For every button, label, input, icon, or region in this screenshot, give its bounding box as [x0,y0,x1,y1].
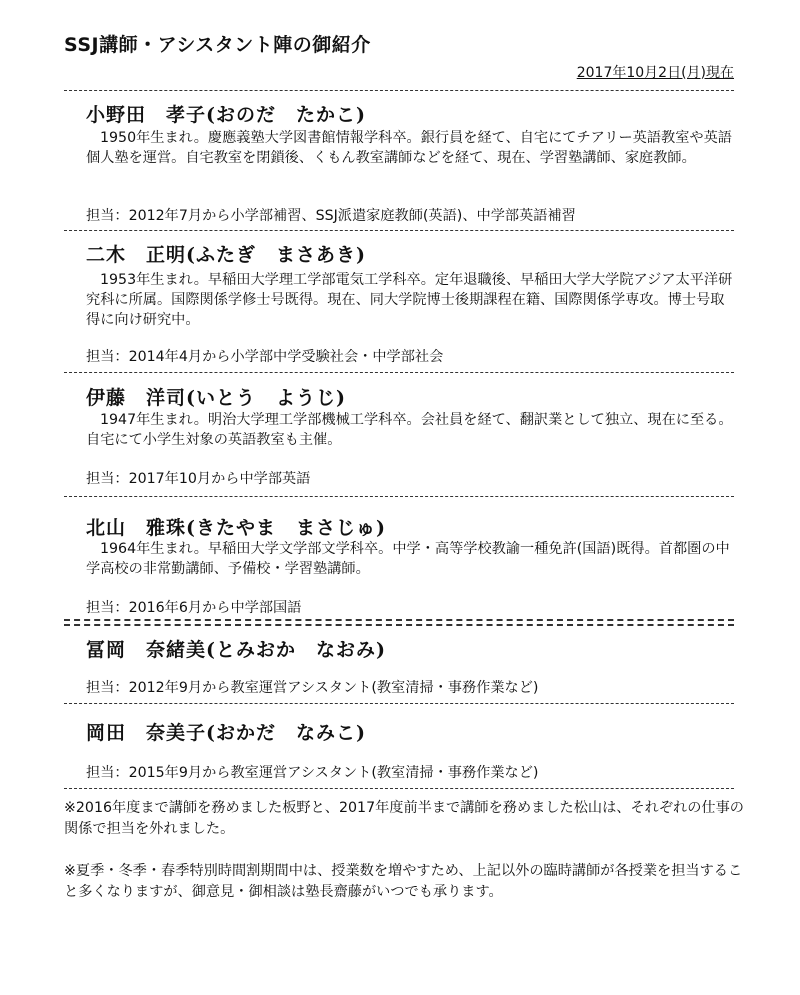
staff-duty: 担当：2014年4月から小学部中学受験社会・中学部社会 [86,349,444,365]
staff-name: 伊藤 洋司(いとう ようじ) [86,387,346,409]
staff-name: 小野田 孝子(おのだ たかこ) [86,104,366,126]
divider [64,496,734,497]
double-divider [64,619,734,626]
divider [64,372,734,373]
note: ※2016年度まで講師を務めました板野と、2017年度前半まで講師を務めました松山は、それぞれの仕事の関係で担当を外れました。 [64,800,744,837]
assistant-duty: 担当：2015年9月から教室運営アシスタント(教室清掃・事務作業など) [86,765,539,781]
staff-duty: 担当：2017年10月から中学部英語 [86,471,311,487]
page-title: SSJ講師・アシスタント陣の御紹介 [64,34,371,56]
divider [64,90,734,91]
staff-bio: 1950年生まれ。慶應義塾大学図書館情報学科卒。銀行員を経て、自宅にてチアリー英語教室や英語個人塾を運営。自宅教室を閉鎖後、くもん教室講師などを経て、現在、学習塾講師、家庭教師。 [86,130,732,166]
as-of-date: 2017年10月2日(月)現在 [576,65,734,81]
staff-bio: 1953年生まれ。早稲田大学理工学部電気工学科卒。定年退職後、早稲田大学大学院アジア太平洋研究科に所属。国際関係学修士号既得。現在、同大学院博士後期課程在籍、国際関係学専攻。博士号取得に向け研究中。 [86,272,733,328]
divider [64,788,734,789]
assistant-duty: 担当：2012年9月から教室運営アシスタント(教室清掃・事務作業など) [86,680,539,696]
divider [64,703,734,704]
staff-duty: 担当：2016年6月から中学部国語 [86,600,302,616]
staff-name: 北山 雅珠(きたやま まさじゅ) [86,517,386,539]
assistant-name: 岡田 奈美子(おかだ なみこ) [86,722,366,744]
note: ※夏季・冬季・春季特別時間割期間中は、授業数を増やすため、上記以外の臨時講師が各授業を担当すること多くなりますが、御意見・御相談は塾長齋藤がいつでも承ります。 [64,863,743,900]
staff-bio: 1947年生まれ。明治大学理工学部機械工学科卒。会社員を経て、翻訳業として独立、現在に至る。自宅にて小学生対象の英語教室も主催。 [86,412,733,448]
staff-name: 二木 正明(ふたぎ まさあき) [86,244,366,266]
staff-duty: 担当：2012年7月から小学部補習、SSJ派遣家庭教師(英語)、中学部英語補習 [86,208,576,224]
staff-bio: 1964年生まれ。早稲田大学文学部文学科卒。中学・高等学校教諭一種免許(国語)既得。首都圏の中学高校の非常勤講師、予備校・学習塾講師。 [86,541,730,577]
assistant-name: 冨岡 奈緒美(とみおか なおみ) [86,639,386,661]
divider [64,230,734,231]
